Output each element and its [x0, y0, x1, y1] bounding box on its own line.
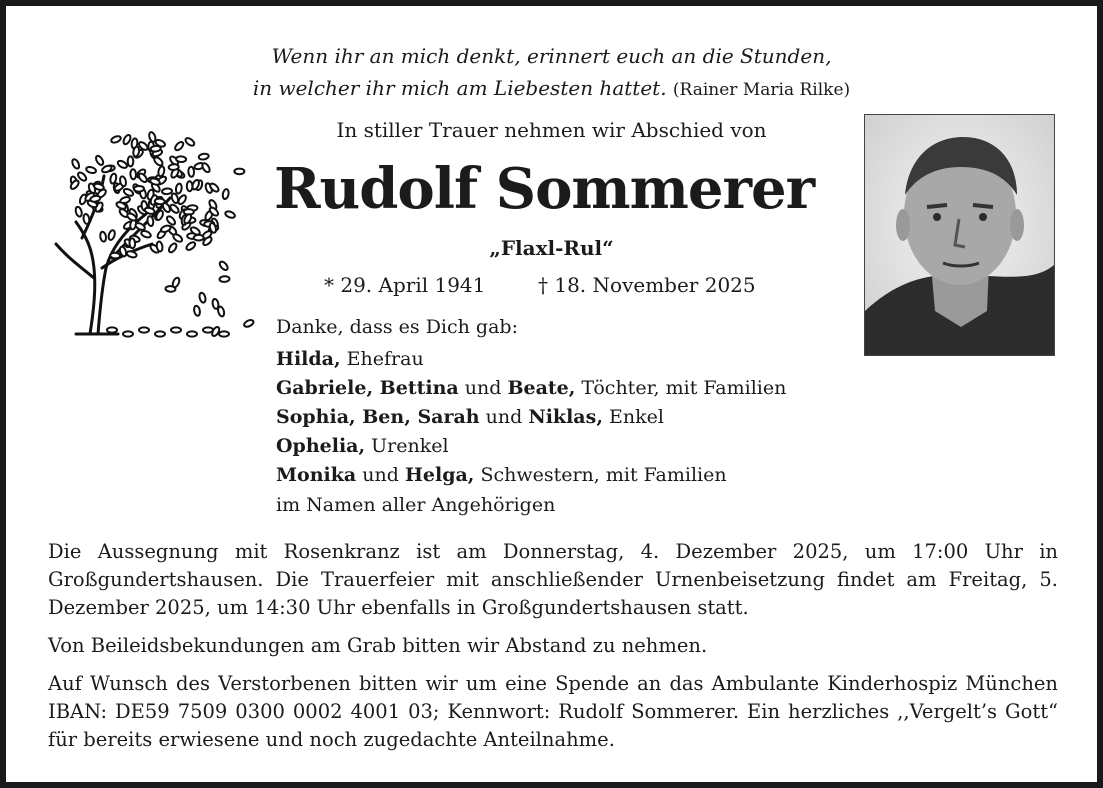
leaf — [101, 164, 112, 173]
leaf — [166, 215, 177, 226]
quote-line-2 — [6, 74, 1097, 104]
leaf — [71, 158, 81, 169]
leaf — [168, 164, 178, 170]
leaf — [139, 327, 149, 332]
leaf — [218, 260, 229, 271]
leaf — [95, 155, 105, 166]
mourner-name: Ophelia, — [276, 435, 366, 457]
leaf — [153, 156, 164, 167]
leaf — [188, 167, 194, 177]
leaf — [217, 306, 225, 317]
mourner-role: Urenkel — [365, 435, 449, 457]
thanks-heading: Danke, dass es Dich gab: — [276, 316, 518, 338]
portrait-photo — [864, 114, 1055, 356]
leaf — [128, 156, 134, 166]
leaf — [123, 188, 134, 198]
leaf — [234, 169, 244, 175]
mourner-line — [276, 464, 727, 486]
deceased-name: Rudolf Sommerer — [274, 156, 815, 222]
donation-paragraph: Auf Wunsch des Verstorbenen bitten wir um eine Spende an das Ambulante Kinderhospiz München IBAN: DE59 7509 0300 0002 4001 03; Kennwort: Rudolf Sommerer. Ein herzliches ,,Vergelt’s Gott“ für bereits erwiesene und noch zugedachte Anteilnahme. — [48, 672, 1058, 751]
leaf — [134, 186, 144, 192]
mourner-role: Schwestern, mit Familien — [474, 464, 727, 486]
leaf — [175, 183, 182, 194]
leaf — [224, 210, 235, 219]
leaf — [165, 286, 175, 292]
mourner-name: Gabriele, Bettina — [276, 377, 459, 399]
quote-line-1: Wenn ihr an mich denkt, erinnert euch an die Stunden, — [271, 44, 832, 68]
leaf — [198, 153, 209, 160]
leaf — [171, 327, 181, 332]
leaf — [203, 327, 213, 332]
leaf — [75, 206, 83, 217]
leaf — [162, 188, 172, 194]
leaf — [147, 216, 154, 227]
mourner-line — [276, 348, 424, 370]
mourner-name: Hilda, — [276, 348, 341, 370]
leaf — [137, 172, 148, 183]
leaf — [187, 331, 197, 336]
nickname: „Flaxl-Rul“ — [489, 236, 614, 260]
mourner-role: Ehefrau — [340, 348, 424, 370]
mourner-name: Monika — [276, 464, 357, 486]
leaf — [222, 189, 230, 200]
leaf — [176, 156, 186, 162]
mourner-connector: und — [458, 377, 508, 399]
mourner-connector: und — [356, 464, 405, 486]
mourner-role: Töchter, mit Familien — [575, 377, 787, 399]
all-relatives: im Namen aller Angehörigen — [276, 494, 556, 516]
mourner-line — [276, 435, 449, 457]
intro-text: In stiller Trauer nehmen wir Abschied von — [336, 118, 767, 142]
mourner-role: Enkel — [602, 406, 664, 428]
mourner-connector: und — [479, 406, 529, 428]
birth-date: * 29. April 1941 — [324, 273, 486, 297]
tree-illustration — [42, 118, 257, 340]
mourner-name: Niklas, — [528, 406, 603, 428]
death-date: † 18. November 2025 — [538, 273, 756, 297]
leaf — [201, 162, 211, 173]
quote-text: in welcher ihr mich am Liebesten hattet. — [252, 76, 667, 100]
leaf — [243, 319, 254, 328]
mourner-name: Beate, — [507, 377, 576, 399]
leaf — [219, 276, 229, 282]
leaf — [123, 331, 133, 336]
leaf — [155, 331, 165, 336]
leaf — [199, 292, 207, 303]
mourner-line — [276, 377, 786, 399]
leaf — [219, 331, 229, 336]
leaf — [107, 327, 117, 332]
mourner-line — [276, 406, 664, 428]
leaf — [155, 198, 165, 204]
leaf — [157, 166, 165, 177]
mourner-name: Helga, — [404, 464, 475, 486]
condolence-paragraph: Von Beileidsbekundungen am Grab bitten wir Abstand zu nehmen. — [48, 634, 708, 657]
leaf — [117, 159, 128, 169]
leaf — [83, 214, 90, 225]
leaf — [193, 305, 200, 316]
leaf — [174, 141, 185, 152]
quote-author: (Rainer Maria Rilke) — [672, 80, 851, 100]
service-paragraph: Die Aussegnung mit Rosenkranz ist am Donnerstag, 4. Dezember 2025, um 17:00 Uhr in Großgundertshausen. Die Trauerfeier mit anschließender Urnenbeisetzung findet am Freitag, 5. Dezember 2025, um 14:30 Uhr ebenfalls in Großgundertshausen statt. — [48, 540, 1058, 619]
leaf — [130, 169, 136, 179]
leaf — [86, 166, 97, 174]
mourner-name: Sophia, Ben, Sarah — [276, 406, 480, 428]
